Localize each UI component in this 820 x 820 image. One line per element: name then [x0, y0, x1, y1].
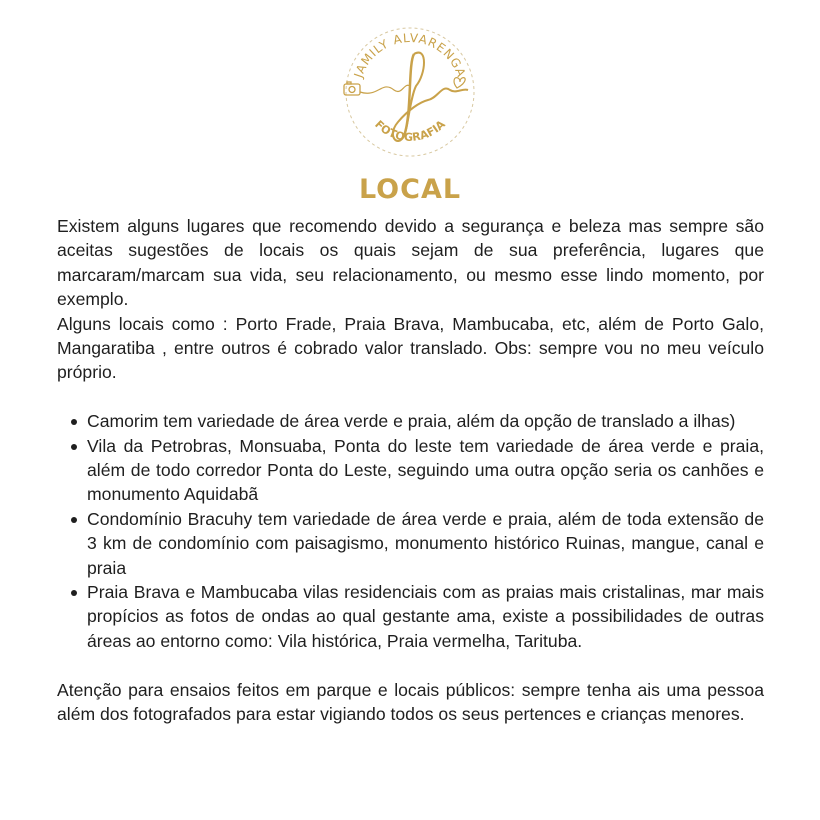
logo-emblem-icon — [338, 24, 482, 160]
document-body — [57, 214, 764, 727]
logo-bottom-text: FOTOGRAFIA — [372, 117, 448, 144]
spacer — [57, 653, 764, 677]
notice-paragraph: Atenção para ensaios feitos em parque e locais públicos: sempre tenha ais uma pessoa além dos fotografados para estar vigiando todos os seus pertences e crianças menores. — [57, 679, 764, 725]
list-item: Praia Brava e Mambucaba vilas residenciais com as praias mais cristalinas, mar mais propícios as fotos de ondas ao qual gestante ama, existe a possibilidades de outras áreas ao entorno como: Vila histórica, Praia vermelha, Tarituba. — [87, 580, 764, 653]
spacer — [57, 385, 764, 409]
list-item: Condomínio Bracuhy tem variedade de área verde e praia, além de toda extensão de 3 km de condomínio com paisagismo, monumento histórico Ruinas, mangue, canal e praia — [87, 507, 764, 580]
locations-list — [57, 409, 764, 653]
list-item: Camorim tem variedade de área verde e praia, além da opção de translado a ilhas) — [87, 409, 764, 433]
logo-top-text: JAMILY ALVARENGA — [351, 30, 469, 80]
page-title: LOCAL — [358, 174, 462, 205]
transfer-paragraph: Alguns locais como : Porto Frade, Praia Brava, Mambucaba, etc, além de Porto Galo, Mangaratiba , entre outros é cobrado valor translado. Obs: sempre vou no meu veículo próprio. — [57, 313, 764, 383]
list-item: Vila da Petrobras, Monsuaba, Ponta do leste tem variedade de área verde e praia, além de todo corredor Ponta do Leste, seguindo uma outra opção seria os canhões e monumento Aquidabã — [87, 434, 764, 507]
svg-text:FOTOGRAFIA — [372, 117, 448, 143]
intro-paragraph: Existem alguns lugares que recomendo devido a segurança e beleza mas sempre são aceitas sugestões de locais os quais sejam de sua preferência, lugares que marcaram/marcam sua vida, seu relacionamento, ou mesmo esse lindo momento, por exemplo. — [57, 216, 764, 310]
brand-logo — [338, 24, 482, 160]
